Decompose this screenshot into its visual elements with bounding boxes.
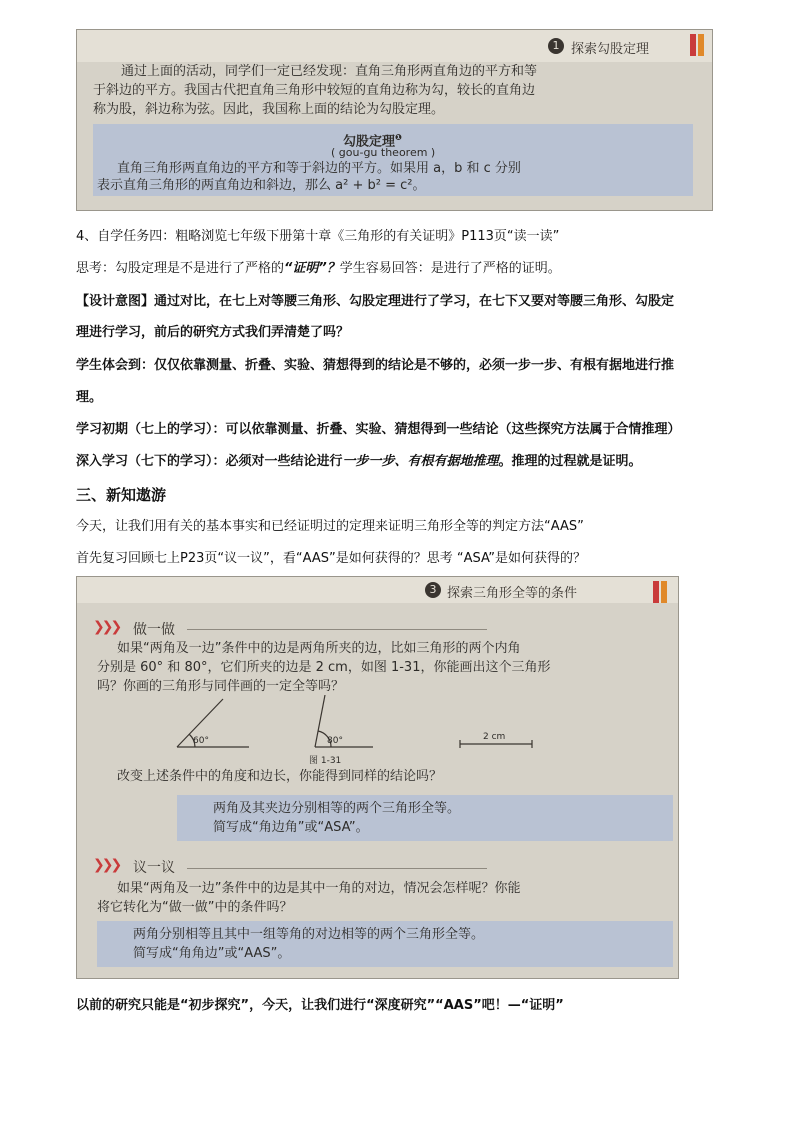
design-intent-line-2: 理进行学习，前后的研究方式我们弄清楚了吗？: [76, 325, 350, 340]
discuss-paragraph-line: 将它转化为“做一做”中的条件吗？: [97, 900, 293, 915]
header-bar-red: [690, 34, 696, 56]
student-line: 学生体会到：仅仅依靠测量、折叠、实验、猜想得到的结论是不够的，必须一步一步、有根有据地进行推: [76, 358, 675, 373]
photo-header: [77, 30, 712, 62]
photo-paragraph-line: 于斜边的平方。我国古代把直角三角形中较短的直角边称为勾，较长的直角边: [93, 83, 536, 98]
aas-box-line: 简写成“角角边”或“AAS”。: [133, 946, 291, 961]
header-bar-red: [653, 581, 659, 603]
title-rule: [187, 868, 487, 869]
deep-learning-line: 深入学习（七下的学习）：必须对一些结论进行一步一步、有根有据地推理。推理的过程就是证明。: [76, 454, 642, 469]
change-conditions-line: 改变上述条件中的角度和边长，你能得到同样的结论吗？: [117, 769, 443, 784]
theorem-title: 勾股定理$^❶$: [343, 133, 402, 150]
header-bar-orange: [661, 581, 667, 603]
section-heading: 三、新知遨游: [76, 486, 167, 504]
chevron-icon: ❯❯❯: [93, 857, 120, 873]
photo-header: [77, 577, 678, 603]
asa-box-line: 简写成“角边角”或“ASA”。: [213, 820, 369, 835]
early-learning-line: 学习初期（七上的学习）：可以依靠测量、折叠、实验、猜想得到一些结论（这些探究方法属于合情推理）: [76, 422, 681, 437]
think-line: 思考：勾股定理是不是进行了严格的“证明”？学生容易回答：是进行了严格的证明。: [76, 261, 561, 276]
student-line-2: 理。: [76, 390, 103, 405]
textbook-photo-pythagoras: [76, 29, 713, 211]
figure-caption: 图 1-31: [309, 756, 342, 766]
discuss-title: 议一议: [133, 860, 175, 876]
textbook-photo-congruence: [76, 576, 679, 979]
do-paragraph-line: 吗？你画的三角形与同伴画的一定全等吗？: [97, 679, 345, 694]
header-bar-orange: [698, 34, 704, 56]
theorem-line: 直角三角形两直角边的平方和等于斜边的平方。如果用 a，b 和 c 分别: [117, 161, 521, 176]
theorem-box: [93, 124, 693, 196]
do-paragraph-line: 如果“两角及一边”条件中的边是两角所夹的边，比如三角形的两个内角: [117, 641, 521, 656]
review-line: 首先复习回顾七上P23页“议一议”，看“AAS”是如何获得的？思考 “ASA”是如何获得的？: [76, 551, 586, 566]
do-title: 做一做: [133, 622, 175, 638]
photo-header-title: 探索三角形全等的条件: [447, 586, 578, 601]
aas-box: [97, 921, 673, 967]
angle-80-label: 80°: [327, 736, 343, 746]
photo-header-title: 探索勾股定理: [571, 42, 650, 57]
theorem-line: 表示直角三角形的两直角边和斜边，那么 a² + b² = c²。: [97, 178, 426, 193]
photo-paragraph-line: 通过上面的活动，同学们一定已经发现：直角三角形两直角边的平方和等: [121, 64, 538, 79]
chevron-icon: ❯❯❯: [93, 619, 120, 635]
design-intent-line: 【设计意图】通过对比，在七上对等腰三角形、勾股定理进行了学习，在七下又要对等腰三角形、勾股定: [76, 294, 675, 309]
angle-80-drawing: [315, 695, 373, 747]
final-line: 以前的研究只能是“初步探究”，今天，让我们进行“深度研究”“AAS”吧！—“证明”: [76, 998, 564, 1013]
photo-paragraph-line: 称为股，斜边称为弦。因此，我国称上面的结论为勾股定理。: [93, 102, 445, 117]
title-rule: [187, 629, 487, 630]
segment-2cm-label: 2 cm: [483, 732, 506, 742]
asa-box: [177, 795, 673, 841]
footnote-mark: ❶: [395, 133, 402, 142]
chapter-badge: 3: [425, 582, 441, 598]
theorem-subtitle: ( gou-gu theorem ): [331, 146, 436, 159]
angle-60-label: 60°: [193, 736, 209, 746]
asa-box-line: 两角及其夹边分别相等的两个三角形全等。: [213, 801, 461, 816]
angle-60-drawing: [177, 699, 249, 747]
discuss-paragraph-line: 如果“两角及一边”条件中的边是其中一角的对边，情况会怎样呢？你能: [117, 881, 521, 896]
chapter-badge: 1: [548, 38, 564, 54]
do-paragraph-line: 分别是 60° 和 80°，它们所夹的边是 2 cm，如图 1-31，你能画出这个三角形: [97, 660, 551, 675]
today-line: 今天，让我们用有关的基本事实和已经证明过的定理来证明三角形全等的判定方法“AAS”: [76, 519, 584, 534]
aas-box-line: 两角分别相等且其中一组等角的对边相等的两个三角形全等。: [133, 927, 485, 942]
task4-line: 4、自学任务四：粗略浏览七年级下册第十章《三角形的有关证明》P113页“读一读”: [76, 229, 560, 244]
